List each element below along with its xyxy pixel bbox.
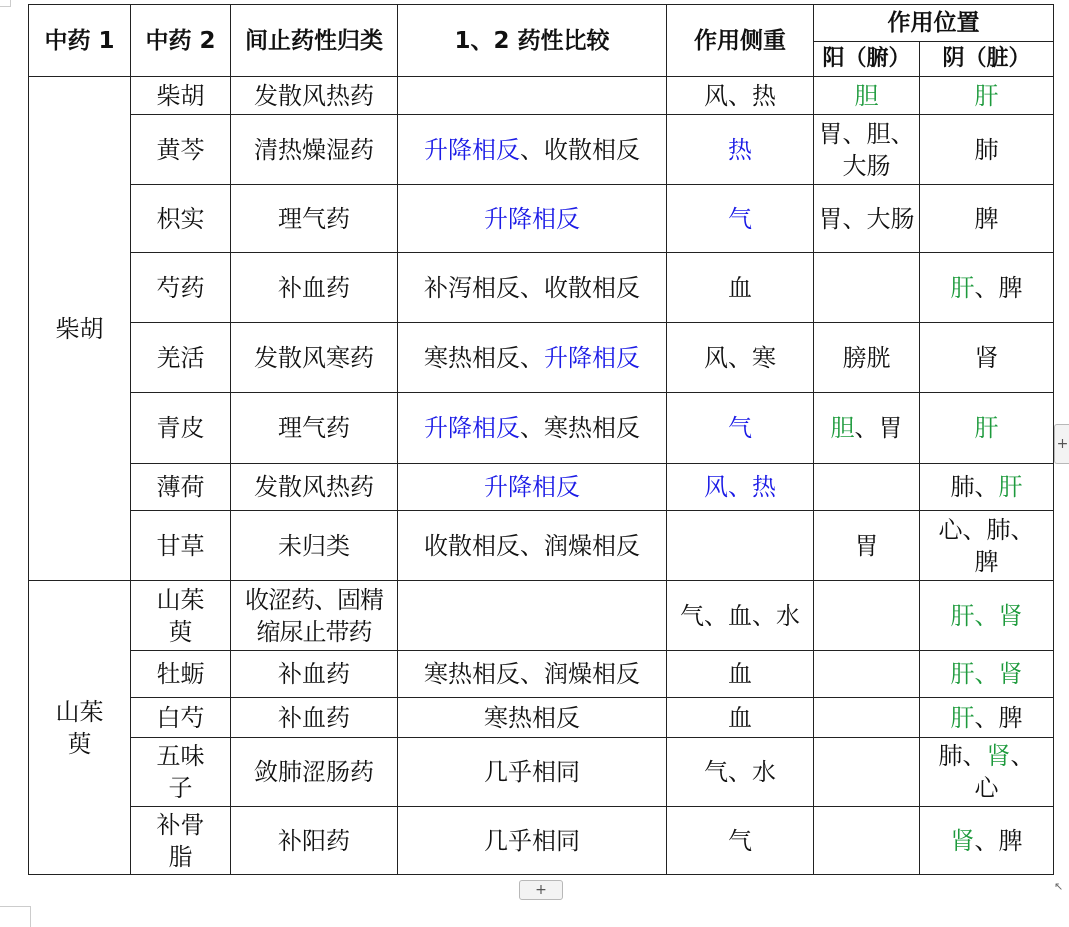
yin-cell bbox=[920, 323, 1054, 393]
cell-text-segment: 、收散相反 bbox=[520, 135, 640, 164]
yin-cell bbox=[920, 807, 1054, 875]
group-herb-cell: 柴胡 bbox=[29, 77, 131, 581]
page-corner-mark bbox=[0, 0, 11, 7]
herb-comparison-table bbox=[28, 4, 1054, 875]
add-row-button[interactable]: + bbox=[519, 880, 563, 900]
cell-text-segment: 胃 bbox=[854, 531, 879, 560]
table-row bbox=[29, 581, 1054, 651]
cell-text-segment: 胆 bbox=[830, 414, 855, 442]
cell-text-segment: 肝 bbox=[950, 703, 975, 732]
page-margin-mark bbox=[0, 906, 30, 908]
yin-cell bbox=[920, 77, 1054, 115]
compare-cell bbox=[398, 323, 667, 393]
table-row bbox=[29, 807, 1054, 875]
herb-name-cell: 薄荷 bbox=[131, 464, 231, 511]
table-row bbox=[29, 77, 1054, 115]
yang-cell bbox=[814, 807, 920, 875]
category-cell: 补阳药 bbox=[231, 807, 398, 875]
cell-text-segment: 肺、 bbox=[938, 742, 987, 770]
herb-name-cell: 补骨脂 bbox=[131, 807, 231, 875]
herb-name-cell: 山茱萸 bbox=[131, 581, 231, 651]
herb-name-cell: 柴胡 bbox=[131, 77, 231, 115]
category-cell: 发散风寒药 bbox=[231, 323, 398, 393]
herb-name-cell: 白芍 bbox=[131, 698, 231, 738]
yin-cell bbox=[920, 185, 1054, 253]
focus-cell bbox=[667, 464, 814, 511]
yin-cell bbox=[920, 651, 1054, 698]
page-margin-mark bbox=[30, 906, 32, 927]
yang-cell bbox=[814, 464, 920, 511]
focus-cell bbox=[667, 115, 814, 185]
cell-text-segment: 、胃 bbox=[854, 414, 903, 442]
cell-text-segment: 、脾 bbox=[974, 703, 1023, 732]
header-herb1: 中药 1 bbox=[29, 5, 131, 77]
cell-text-segment: 肝 bbox=[974, 414, 999, 442]
compare-cell bbox=[398, 738, 667, 807]
cell-text-segment: 气、血、水 bbox=[680, 601, 800, 630]
herb-name-cell: 牡蛎 bbox=[131, 651, 231, 698]
category-cell: 理气药 bbox=[231, 393, 398, 464]
cell-text-segment: 升降相反 bbox=[484, 204, 580, 233]
yin-cell bbox=[920, 738, 1054, 807]
cell-text-segment: 升降相反 bbox=[424, 414, 520, 442]
compare-cell bbox=[398, 511, 667, 581]
yin-cell bbox=[920, 581, 1054, 651]
herb-name-cell: 枳实 bbox=[131, 185, 231, 253]
cell-text-segment: 心、肺、脾 bbox=[938, 515, 1035, 576]
cell-text-segment: 升降相反 bbox=[544, 343, 640, 372]
yang-cell bbox=[814, 115, 920, 185]
yang-cell bbox=[814, 393, 920, 464]
category-cell: 补血药 bbox=[231, 698, 398, 738]
focus-cell bbox=[667, 698, 814, 738]
focus-cell bbox=[667, 253, 814, 323]
compare-cell bbox=[398, 581, 667, 651]
yang-cell bbox=[814, 511, 920, 581]
category-cell: 发散风热药 bbox=[231, 464, 398, 511]
cell-text-segment: 热 bbox=[728, 135, 752, 164]
yin-cell bbox=[920, 464, 1054, 511]
cell-text-segment: 肾 bbox=[986, 742, 1011, 770]
cell-text-segment: 补泻相反、收散相反 bbox=[424, 273, 640, 302]
focus-cell bbox=[667, 77, 814, 115]
add-column-button[interactable]: + bbox=[1054, 424, 1069, 464]
table-row bbox=[29, 698, 1054, 738]
header-yang: 阳（腑） bbox=[814, 42, 920, 77]
yin-cell bbox=[920, 253, 1054, 323]
cell-text-segment: 血 bbox=[728, 703, 752, 732]
yang-cell bbox=[814, 185, 920, 253]
cell-text-segment: 风、热 bbox=[704, 473, 776, 501]
compare-cell bbox=[398, 393, 667, 464]
header-yin: 阴（脏） bbox=[920, 42, 1054, 77]
table-row bbox=[29, 185, 1054, 253]
focus-cell bbox=[667, 323, 814, 393]
herb-name-cell: 甘草 bbox=[131, 511, 231, 581]
cell-text-segment: 肝 bbox=[998, 473, 1023, 501]
cell-text-segment: 气、水 bbox=[704, 758, 776, 786]
focus-cell bbox=[667, 651, 814, 698]
cell-text-segment: 寒热相反、 bbox=[424, 343, 544, 372]
category-cell: 敛肺涩肠药 bbox=[231, 738, 398, 807]
cell-text-segment: 几乎相同 bbox=[484, 758, 580, 786]
yin-cell bbox=[920, 511, 1054, 581]
cell-text-segment: 脾 bbox=[974, 204, 999, 233]
cell-text-segment: 胃、大肠 bbox=[818, 204, 915, 233]
category-cell: 补血药 bbox=[231, 651, 398, 698]
cell-text-segment: 血 bbox=[728, 273, 752, 302]
cell-text-segment: 几乎相同 bbox=[484, 826, 580, 855]
table-body bbox=[29, 77, 1054, 875]
table-row bbox=[29, 738, 1054, 807]
cell-text-segment: 肾 bbox=[974, 343, 999, 372]
category-cell: 理气药 bbox=[231, 185, 398, 253]
herb-name-cell: 芍药 bbox=[131, 253, 231, 323]
cell-text-segment: 气 bbox=[728, 204, 752, 233]
herb-name-cell: 黄芩 bbox=[131, 115, 231, 185]
table-row bbox=[29, 253, 1054, 323]
category-cell: 补血药 bbox=[231, 253, 398, 323]
herb-name-cell: 五味子 bbox=[131, 738, 231, 807]
cell-text-segment: 肺 bbox=[974, 135, 999, 164]
yang-cell bbox=[814, 253, 920, 323]
cell-text-segment: 、寒热相反 bbox=[520, 414, 640, 442]
compare-cell bbox=[398, 698, 667, 738]
cell-text-segment: 收散相反、润燥相反 bbox=[424, 531, 640, 560]
header-location: 作用位置 bbox=[814, 5, 1054, 42]
category-cell: 收涩药、固精缩尿止带药 bbox=[231, 581, 398, 651]
yin-cell bbox=[920, 393, 1054, 464]
table-row bbox=[29, 393, 1054, 464]
compare-cell bbox=[398, 185, 667, 253]
cell-text-segment: 气 bbox=[728, 414, 752, 442]
cell-text-segment: 膀胱 bbox=[842, 343, 891, 372]
cell-text-segment: 胆 bbox=[854, 81, 879, 110]
cell-text-segment: 肝 bbox=[974, 81, 999, 110]
focus-cell bbox=[667, 738, 814, 807]
header-focus: 作用侧重 bbox=[667, 5, 814, 77]
focus-cell bbox=[667, 511, 814, 581]
yang-cell bbox=[814, 651, 920, 698]
cell-text-segment: 、脾 bbox=[974, 273, 1023, 302]
focus-cell bbox=[667, 393, 814, 464]
focus-cell bbox=[667, 185, 814, 253]
cell-text-segment: 、脾 bbox=[974, 826, 1023, 855]
cell-text-segment: 升降相反 bbox=[424, 135, 520, 164]
table-row bbox=[29, 651, 1054, 698]
cell-text-segment: 肝 bbox=[950, 273, 975, 302]
focus-cell bbox=[667, 581, 814, 651]
table-row bbox=[29, 323, 1054, 393]
table-row bbox=[29, 464, 1054, 511]
cell-text-segment: 风、寒 bbox=[704, 343, 776, 372]
yang-cell bbox=[814, 581, 920, 651]
yang-cell bbox=[814, 77, 920, 115]
category-cell: 发散风热药 bbox=[231, 77, 398, 115]
table-row bbox=[29, 511, 1054, 581]
group-herb-cell: 山茱萸 bbox=[29, 581, 131, 875]
cell-text-segment: 升降相反 bbox=[484, 473, 580, 501]
header-compare: 1、2 药性比较 bbox=[398, 5, 667, 77]
yin-cell bbox=[920, 698, 1054, 738]
header-herb2: 中药 2 bbox=[131, 5, 231, 77]
compare-cell bbox=[398, 253, 667, 323]
herb-name-cell: 青皮 bbox=[131, 393, 231, 464]
cell-text-segment: 肺、 bbox=[950, 473, 999, 501]
focus-cell bbox=[667, 807, 814, 875]
cell-text-segment: 寒热相反 bbox=[484, 703, 580, 732]
compare-cell bbox=[398, 77, 667, 115]
category-cell: 未归类 bbox=[231, 511, 398, 581]
yang-cell bbox=[814, 323, 920, 393]
category-cell: 清热燥湿药 bbox=[231, 115, 398, 185]
header-category: 间止药性归类 bbox=[231, 5, 398, 77]
cell-text-segment: 血 bbox=[728, 660, 752, 688]
compare-cell bbox=[398, 464, 667, 511]
table-resize-handle[interactable]: ↖ bbox=[1054, 880, 1064, 893]
cell-text-segment: 、心 bbox=[974, 742, 1035, 802]
compare-cell bbox=[398, 807, 667, 875]
cell-text-segment: 肝、肾 bbox=[950, 601, 1023, 630]
compare-cell bbox=[398, 651, 667, 698]
cell-text-segment: 肾 bbox=[950, 826, 975, 855]
yang-cell bbox=[814, 738, 920, 807]
compare-cell bbox=[398, 115, 667, 185]
cell-text-segment: 风、热 bbox=[704, 81, 776, 110]
cell-text-segment: 胃、胆、大肠 bbox=[818, 119, 915, 180]
cell-text-segment: 气 bbox=[728, 826, 752, 855]
yin-cell bbox=[920, 115, 1054, 185]
yang-cell bbox=[814, 698, 920, 738]
cell-text-segment: 肝、肾 bbox=[950, 660, 1023, 688]
table-row bbox=[29, 115, 1054, 185]
herb-name-cell: 羌活 bbox=[131, 323, 231, 393]
cell-text-segment: 寒热相反、润燥相反 bbox=[424, 660, 640, 688]
